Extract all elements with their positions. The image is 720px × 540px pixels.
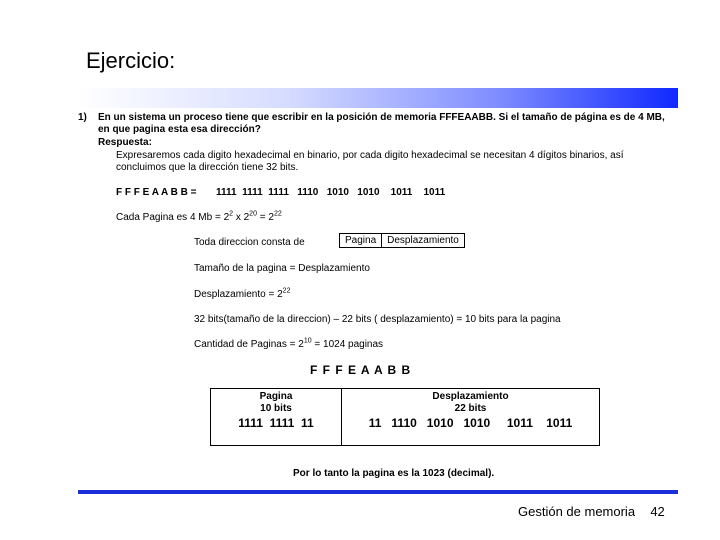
exercise-number: 1) [78, 112, 87, 123]
page-count-suffix: = 1024 paginas [311, 339, 384, 350]
answer-label: Respuesta: [98, 137, 152, 148]
table-page-bits: 10 bits [260, 403, 292, 414]
footer-page-number: 42 [650, 504, 665, 519]
hex-address-label: F F F E A A B B [310, 363, 412, 377]
page-size-equals-offset: Tamaño de la pagina = Desplazamiento [194, 263, 370, 274]
page-size-eq: = 2 [256, 212, 274, 223]
hex-to-binary-left: F F F E A A B B = [116, 187, 197, 198]
page-count-exp: 10 [303, 337, 312, 345]
bits-for-page-line: 32 bits(tamaño de la direccion) – 22 bits ( desplazamiento) = 10 bits para la pagina [194, 314, 561, 325]
footer-divider [78, 490, 678, 494]
hex-to-binary-right: 1111 1111 1111 1110 1010 1010 1011 1011 [216, 187, 446, 198]
slide-title: Ejercicio: [86, 48, 176, 73]
page-count-line [194, 339, 383, 350]
table-page-header: Pagina [259, 391, 293, 402]
page-size-line [116, 212, 282, 223]
table-offset-column [342, 389, 599, 445]
footer-label: Gestión de memoria [518, 504, 636, 519]
table-offset-header: Desplazamiento [432, 391, 509, 402]
answer-line-1: Expresaremos cada digito hexadecimal en binario, por cada digito hexadecimal se necesitan 4 dígitos binarios, así [116, 150, 624, 161]
address-box-page: Pagina [345, 235, 377, 246]
offset-prefix: Desplazamiento = 2 [194, 289, 283, 300]
answer-line-2: concluimos que la dirección tiene 32 bits. [116, 162, 299, 173]
conclusion-text: Por lo tanto la pagina es la 1023 (decimal). [293, 468, 495, 479]
question-line-1: En un sistema un proceso tiene que escribir en la posición de memoria FFFEAABB. Si el tamaño de página es de 4 MB, [98, 112, 665, 123]
table-page-values: 1111 1111 11 [238, 416, 314, 430]
table-offset-values: 11 1110 1010 1010 1011 1011 [368, 416, 573, 430]
question-line-2: en que pagina esta esa dirección? [98, 124, 261, 135]
table-offset-bits: 22 bits [454, 403, 487, 414]
page-size-exp2: 20 [249, 210, 257, 218]
page-count-prefix: Cantidad de Paginas = 2 [194, 339, 304, 350]
page-size-exp3: 22 [273, 210, 282, 218]
slide-footer [518, 504, 665, 519]
table-page-column [211, 389, 342, 445]
address-split-table [210, 388, 600, 446]
page-size-prefix: Cada Pagina es 4 Mb = 2 [116, 212, 230, 223]
page-size-exp1: 2 [229, 210, 234, 218]
address-box-offset: Desplazamiento [381, 234, 464, 247]
address-consists-label: Toda direccion consta de [194, 237, 305, 248]
address-structure-box [339, 233, 465, 248]
offset-exp: 22 [282, 287, 291, 295]
page-size-mid: x 2 [233, 212, 250, 223]
offset-line [194, 289, 290, 300]
